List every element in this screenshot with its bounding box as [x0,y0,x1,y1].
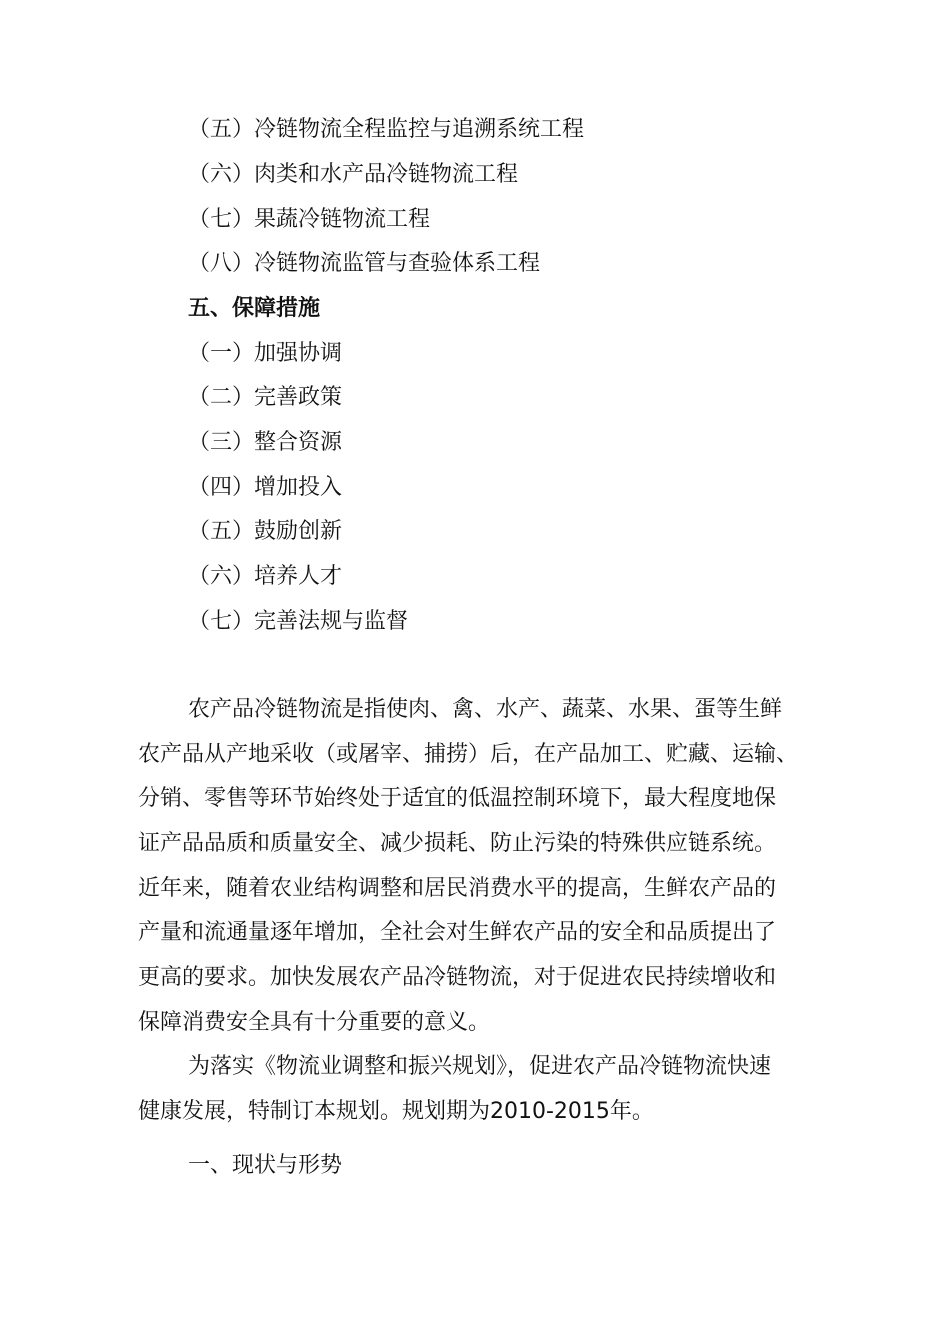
section5-item-6: （六）培养人才 [188,564,343,589]
paragraph2-line-1: 为落实《物流业调整和振兴规划》，促进农产品冷链物流快速 [188,1054,772,1079]
paragraph1-line-8: 保障消费安全具有十分重要的意义。 [138,1010,491,1035]
paragraph2-line-2: 健康发展，特制订本规划。规划期为2010-2015年。 [138,1099,654,1124]
toc-item-6: （六）肉类和水产品冷链物流工程 [188,162,519,187]
paragraph1-line-1: 农产品冷链物流是指使肉、禽、水产、蔬菜、水果、蛋等生鲜 [188,697,783,722]
section5-item-7: （七）完善法规与监督 [188,609,409,634]
toc-item-7: （七）果蔬冷链物流工程 [188,207,431,232]
section-heading-1: 一、现状与形势 [188,1153,343,1178]
section5-item-3: （三）整合资源 [188,430,343,455]
paragraph1-line-3: 分销、零售等环节始终处于适宜的低温控制环境下，最大程度地保 [138,786,777,811]
toc-item-5: （五）冷链物流全程监控与追溯系统工程 [188,117,585,142]
paragraph1-line-5: 近年来，随着农业结构调整和居民消费水平的提高，生鲜农产品的 [138,876,777,901]
section-heading-5: 五、保障措施 [188,296,321,321]
paragraph1-line-7: 更高的要求。加快发展农产品冷链物流，对于促进农民持续增收和 [138,965,777,990]
section5-item-2: （二）完善政策 [188,385,343,410]
paragraph1-line-4: 证产品品质和质量安全、减少损耗、防止污染的特殊供应链系统。 [138,831,777,856]
section5-item-1: （一）加强协调 [188,341,343,366]
section5-item-4: （四）增加投入 [188,475,343,500]
toc-item-8: （八）冷链物流监管与查验体系工程 [188,251,541,276]
paragraph1-line-6: 产量和流通量逐年增加，全社会对生鲜农产品的安全和品质提出了 [138,920,777,945]
paragraph1-line-2: 农产品从产地采收（或屠宰、捕捞）后，在产品加工、贮藏、运输、 [138,742,799,767]
section5-item-5: （五）鼓励创新 [188,519,343,544]
